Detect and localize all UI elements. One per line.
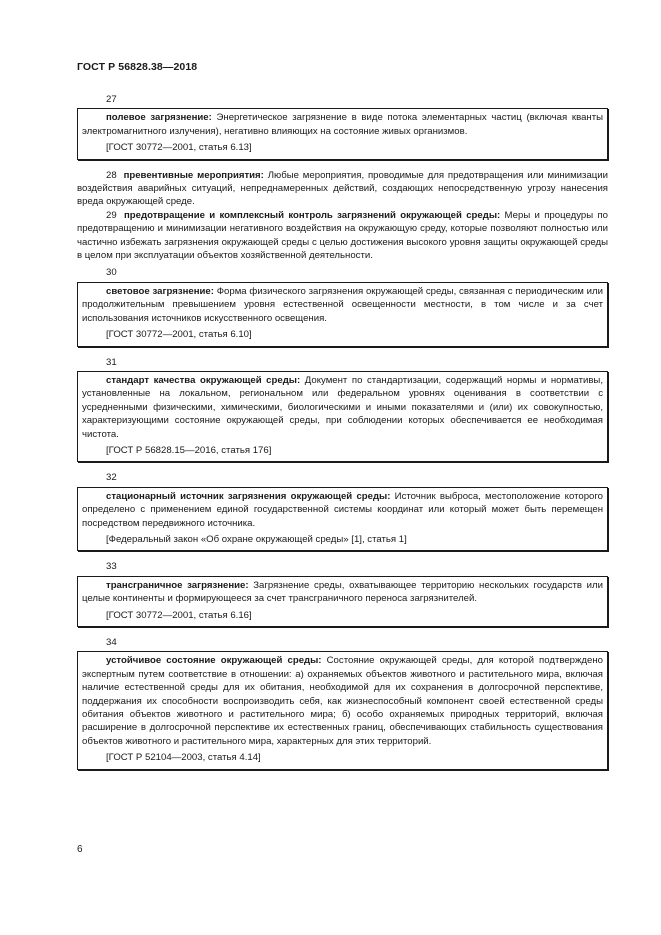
term-reference: [ГОСТ 30772—2001, статья 6.10] bbox=[106, 329, 252, 341]
term-box bbox=[77, 108, 608, 159]
term-reference: [ГОСТ 30772—2001, статья 6.16] bbox=[106, 609, 252, 621]
entry-number: 31 bbox=[106, 356, 117, 368]
term-definition: Форма физического загрязнения окружающей среды, связанная с периодическим или продолжительным превышением уровня естественной освещенности местности, в том числе и за счет использования источников искусственного освещения. bbox=[82, 285, 603, 324]
term-box bbox=[77, 371, 608, 462]
term-name: полевое загрязнение: bbox=[106, 112, 212, 124]
term-definition: Любые мероприятия, проводимые для предотвращения или минимизации воздействия аварийных ситуаций, непреднамеренных действий, создающих непосредственную угрозу нанесения вреда окружающей среде. bbox=[77, 169, 608, 208]
term-reference: [Федеральный закон «Об охране окружающей среды» [1], статья 1] bbox=[106, 533, 407, 545]
term-box bbox=[77, 576, 608, 627]
term-paragraph bbox=[82, 374, 603, 441]
term-reference: [ГОСТ Р 56828.15—2016, статья 176] bbox=[106, 444, 272, 456]
term-definition: Энергетическое загрязнение в виде потока элементарных частиц (включая кванты электромагнитного излучения), негативно влияющих на состояние живых организмов. bbox=[82, 112, 604, 137]
term-box bbox=[77, 282, 608, 347]
document-header: ГОСТ Р 56828.38—2018 bbox=[77, 61, 198, 73]
term-definition: Состояние окружающей среды, для которой подтверждено экспертным путем соответствие в отношении: а) охраняемых объектов животного и растительного мира, включая наличие естественной среды для их обитания, необходимой для их сохранения в долгосрочной перспективе, поддержания их способности воспроизводить себя, как жизнеспособный компонент своей естественной среды обитания объектов животного и растительного мира; б) особо охраняемых природных территорий, включая расширение в долгосрочной перспективе их естественных границ, обеспечивающих стабильность существования объектов животного и растительного мира, характерных для этих территорий. bbox=[82, 655, 603, 747]
term-name: световое загрязнение: bbox=[106, 285, 214, 297]
term-name: стационарный источник загрязнения окружающей среды: bbox=[106, 490, 391, 502]
term-name: предотвращение и комплексный контроль загрязнений окружающей среды: bbox=[124, 209, 501, 221]
entry-number: 32 bbox=[106, 472, 117, 484]
entry-number: 34 bbox=[106, 637, 117, 648]
entry-number: 29 bbox=[106, 209, 117, 221]
term-box bbox=[77, 487, 608, 552]
term-reference: [ГОСТ 30772—2001, статья 6.13] bbox=[106, 142, 252, 154]
entry-number: 30 bbox=[106, 267, 117, 279]
term-definition: Загрязнение среды, охватывающее территорию нескольких государств или целые континенты и формирующееся за счет трансграничного переноса загрязнителей. bbox=[82, 579, 603, 605]
terms-section bbox=[77, 93, 608, 779]
term-paragraph bbox=[82, 285, 603, 325]
term-box bbox=[77, 651, 608, 769]
term-name: превентивные мероприятия: bbox=[123, 169, 264, 181]
term-paragraph bbox=[82, 490, 603, 530]
entry-number: 27 bbox=[106, 94, 117, 105]
term-definition: Документ по стандартизации, содержащий нормы и нормативы, установленные на локальном, региональном или федеральном уровнях оценивания в соответствии с усредненными физическими, химическими, биологическими и иными показателями и (или) их совокупностью, характеризующими состояние окружающей среды, при соблюдении которых обеспечивается ее необходимая чистота. bbox=[82, 374, 603, 440]
term-name: стандарт качества окружающей среды: bbox=[106, 374, 301, 386]
term-definition: Меры и процедуры по предотвращению и минимизации негативного воздействия на окружающую среду, которые позволяют полностью или частично избежать загрязнения окружающей среды с целью достижения высокого уровня защиты окружающей среды в целом при эксплуатации объектов хозяйственной деятельности. bbox=[77, 209, 608, 262]
term-paragraph bbox=[77, 209, 608, 263]
term-definition: Источник выброса, местоположение которого определено с применением единой государственной системы координат или который может быть перемещен посредством передвижного источника. bbox=[82, 490, 603, 529]
term-paragraph bbox=[82, 111, 603, 138]
entry-number: 33 bbox=[106, 561, 117, 573]
term-name: устойчивое состояние окружающей среды: bbox=[106, 655, 322, 667]
term-paragraph bbox=[77, 169, 608, 209]
term-paragraph bbox=[82, 654, 603, 748]
term-paragraph bbox=[82, 579, 603, 606]
term-name: трансграничное загрязнение: bbox=[106, 579, 249, 591]
entry-number: 28 bbox=[106, 169, 117, 181]
term-reference: [ГОСТ Р 52104—2003, статья 4.14] bbox=[106, 752, 261, 764]
page-number: 6 bbox=[77, 844, 83, 855]
